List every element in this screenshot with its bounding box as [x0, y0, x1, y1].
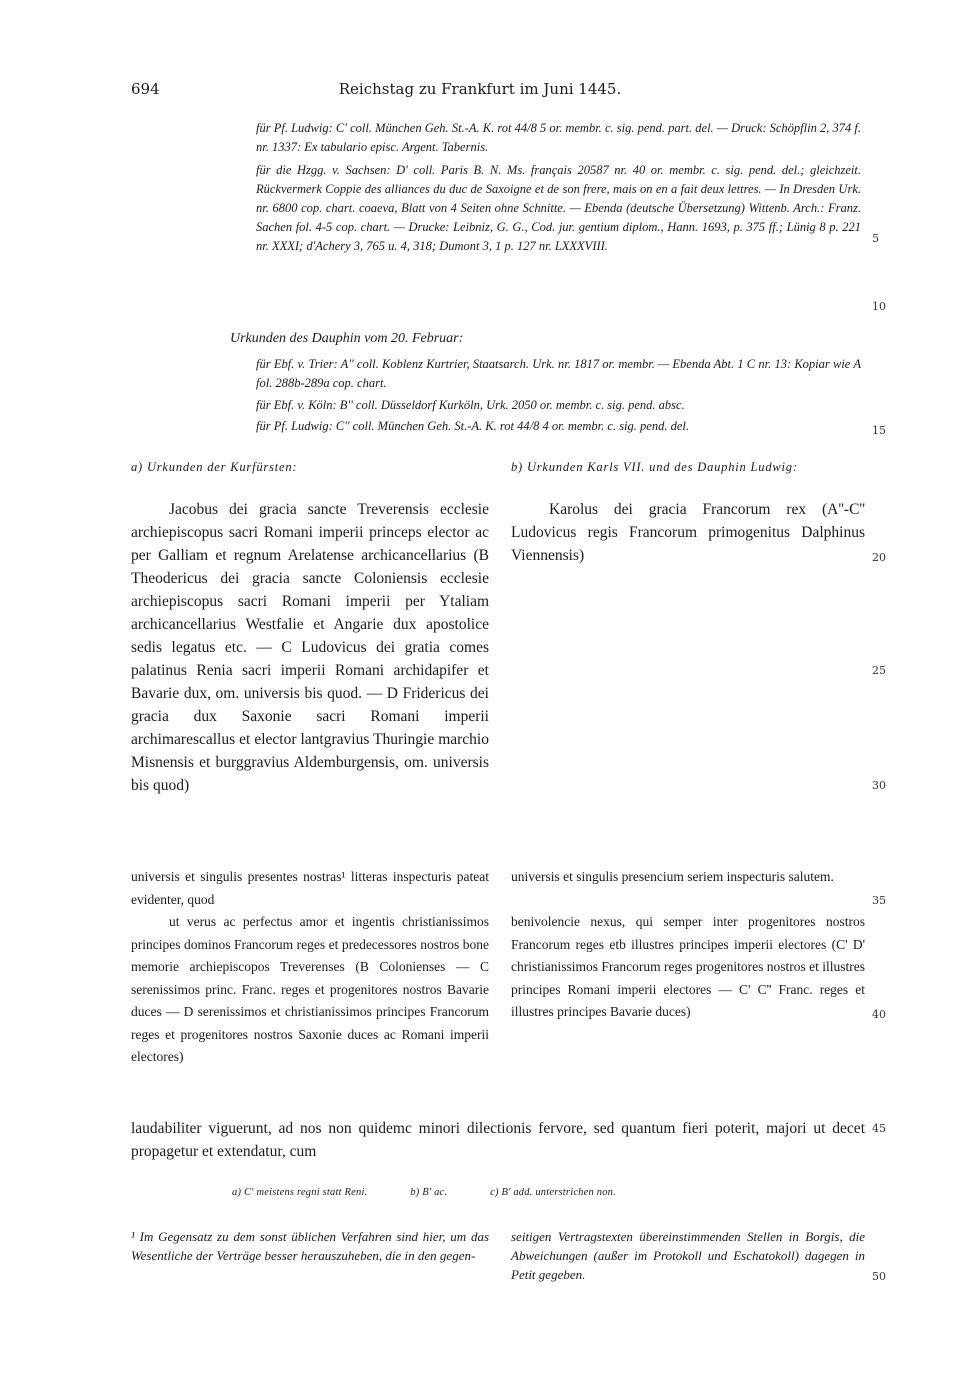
- line-number: 35: [872, 894, 886, 907]
- apparatus-c: c) B' add. unterstrichen non.: [490, 1187, 616, 1198]
- footnote-left: ¹ Im Gegensatz zu dem sonst üblichen Verfahren sind hier, um das Wesentliche der Verträge besser herauszuheben, die in den gegen-: [131, 1229, 489, 1263]
- source-trier: für Ebf. v. Trier: A'' coll. Koblenz Kurtrier, Staatsarch. Urk. nr. 1817 or. membr. — Ebenda Abt. 1 C nr. 13: Kopiar wie A fol. 288b-289a cop. chart.: [256, 357, 861, 390]
- source-koeln: für Ebf. v. Köln: B'' coll. Düsseldorf Kurköln, Urk. 2050 or. membr. c. sig. pend. absc.: [256, 398, 685, 412]
- line-number: 25: [872, 664, 886, 677]
- source-notes: [256, 119, 861, 258]
- column-a-inscriptio: universis et singulis presentes nostras¹ litteras inspecturis pateat evidenter, quod: [131, 869, 489, 907]
- critical-apparatus: [232, 1187, 832, 1198]
- line-number: 30: [872, 779, 886, 792]
- column-b-intitulatio: Karolus dei gracia Francorum rex (A''-C'' Ludovicus regis Francorum primogenitus Dalphinus Viennensis): [511, 501, 865, 564]
- common-conclusion: laudabiliter viguerunt, ad nos non quidemc minori dilectionis fervore, sed quantum fieri poterit, majori ut decet propagetur et extendatur, cum: [131, 1120, 865, 1160]
- dauphin-heading: Urkunden des Dauphin vom 20. Februar:: [230, 331, 464, 346]
- source-ludwig: für Pf. Ludwig: C'' coll. München Geh. St.-A. K. rot 44/8 4 or. membr. c. sig. pend. del.: [256, 419, 689, 433]
- line-number: 50: [872, 1270, 886, 1283]
- line-number: 15: [872, 424, 886, 437]
- line-number: 20: [872, 551, 886, 564]
- column-b-narratio: benivolencie nexus, qui semper inter progenitores nostros Francorum reges etb illustres principes imperii electores (C' D' christianissimos Francorum reges progenitores nostros et illustres principes Romani imperii electores — C' C'' Franc. reges et illustres principes Bavarie duces): [511, 914, 865, 1019]
- column-a-heading: a) Urkunden der Kurfürsten:: [131, 460, 298, 474]
- footnote-right: seitigen Vertragstexten übereinstimmenden Stellen in Borgis, die Abweichungen (außer im Protokoll und Eschatokoll) dagegen in Petit gegeben.: [511, 1229, 865, 1282]
- column-b-heading: b) Urkunden Karls VII. und des Dauphin Ludwig:: [511, 460, 798, 474]
- column-b-inscriptio: universis et singulis presencium seriem inspecturis salutem.: [511, 869, 834, 884]
- apparatus-b: b) B' ac.: [410, 1187, 448, 1198]
- source-pf-ludwig: für Pf. Ludwig: C' coll. München Geh. St.-A. K. rot 44/8 5 or. membr. c. sig. pend. part. del. — Druck: Schöpflin 2, 374 f. nr. 1337: Ex tabulario episc. Argent. Tabernis.: [256, 121, 861, 154]
- column-a-narratio: ut verus ac perfectus amor et ingentis christianissimos principes dominos Francorum reges et predecessores nostros bone memorie archiepiscopos Treverenses (B Colonienses — C serenissimos princ. Franc. reges et progenitores nostros Bavarie duces — D serenissimos et christianissimos principes Francorum reges et progenitores nostros Saxonie duces ac Romani imperii electores): [131, 914, 489, 1064]
- line-number: 45: [872, 1122, 886, 1135]
- source-hzgg-sachsen: für die Hzgg. v. Sachsen: D' coll. Paris B. N. Ms. français 20587 nr. 40 or. membr. c. sig. pend. del.; gleichzeit. Rückvermerk Coppie des alliances du duc de Saxoigne et de son frere, mais on en a fait deux lettres. — In Dresden Urk. nr. 6800 cop. chart. coaeva, Blatt von 4 Seiten ohne Schnitte. — Ebenda (deutsche Übersetzung) Wittenb. Arch.: Franz. Sachen fol. 4-5 cop. chart. — Drucke: Leibniz, G. G., Cod. jur. gentium diplom., Hann. 1693, p. 375 ff.; Lünig 8 p. 221 nr. XXXI; d'Achery 3, 765 u. 4, 318; Dumont 3, 1 p. 127 nr. LXXXVIII.: [256, 163, 861, 253]
- page-number: 694: [131, 80, 160, 98]
- running-title: Reichstag zu Frankfurt im Juni 1445.: [338, 80, 622, 98]
- apparatus-a: a) C' meistens regni statt Reni.: [232, 1187, 368, 1198]
- line-number: 5: [872, 232, 879, 245]
- dauphin-sources: [256, 355, 861, 438]
- line-number: 10: [872, 300, 886, 313]
- column-a-intitulatio: Jacobus dei gracia sancte Treverensis ecclesie archiepiscopus sacri Romani imperii princeps elector ac per Galliam et regnum Arelatense archicancellarius (B Theodericus dei gracia sancte Coloniensis ecclesie archiepiscopus sacri Romani imperii per Ytaliam archicancellarius Westfalie et Angarie dux apostolice sedis legatus etc. — C Ludovicus dei gratia comes palatinus Renia sacri imperii Romani archidapifer et Bavarie dux, om. universis bis quod. — D Fridericus dei gracia dux Saxonie sacri Romani imperii archimarescallus et elector lantgravius Thuringie marchio Misnensis et burggravius Aldemburgensis, om. universis bis quod): [131, 501, 489, 794]
- line-number: 40: [872, 1008, 886, 1021]
